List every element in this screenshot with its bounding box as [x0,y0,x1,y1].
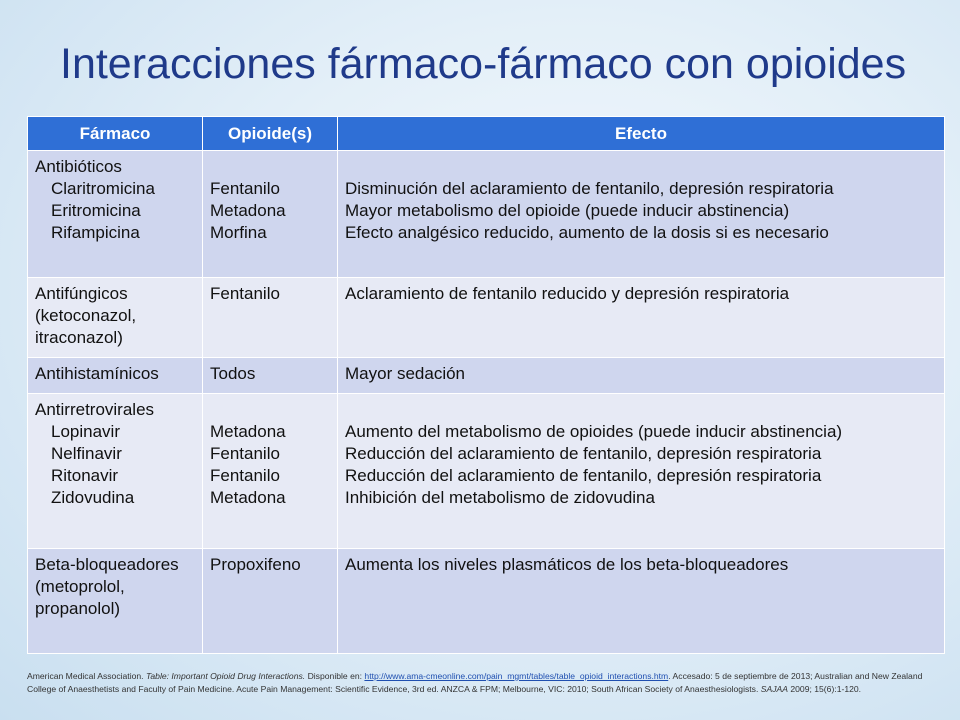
table-row [28,358,945,394]
reference-journal: SAJAA [760,684,788,694]
reference-author: American Medical Association. [27,671,144,681]
reference-details: . Accesado: 5 de septiembre de 2013; Australian and New Zealand College of Anaesthetists and Faculty of Pain Medicine. Acute Pain Management: Scientific Evidence, 3rd ed. ANZCA & FPM; Melbourne, VIC: 2010; South African Society of Anaesthesiologists. [27,671,923,694]
opioid-cell [203,278,338,358]
opioid-name: Metadona [210,488,286,507]
effect-cell [338,358,945,394]
drug-group: Beta-bloqueadores (metoprolol, propanolol) [35,555,179,618]
opioid-cell [203,151,338,278]
effect-text: Aumento del metabolismo de opioides (puede inducir abstinencia) [345,422,843,441]
opioid-name: Propoxifeno [210,555,301,574]
drug-group: Antifúngicos (ketoconazol, itraconazol) [35,284,137,347]
drug-cell [28,278,203,358]
opioid-name: Metadona [210,201,286,220]
opioid-cell [203,394,338,549]
page-title: Interacciones fármaco-fármaco con opioides [60,40,907,88]
table-row [28,151,945,278]
opioid-cell [203,549,338,654]
table-row [28,549,945,654]
drug-cell [28,358,203,394]
effect-text: Aumenta los niveles plasmáticos de los beta-bloqueadores [345,555,789,574]
table-row [28,394,945,549]
effect-cell [338,278,945,358]
drug-group: Antirretrovirales [35,400,155,419]
effect-text: Mayor metabolismo del opioide (puede inducir abstinencia) [345,201,790,220]
drug-group: Antibióticos [35,157,122,176]
reference-available: Disponible en: [307,671,363,681]
effect-text: Aclaramiento de fentanilo reducido y depresión respiratoria [345,284,790,303]
opioid-name: Fentanilo [210,179,280,198]
effect-text: Mayor sedación [345,364,466,383]
opioid-name: Todos [210,364,256,383]
header-farmaco: Fármaco [28,117,203,151]
opioid-name: Fentanilo [210,284,280,303]
drug-name: Lopinavir [51,422,120,441]
drug-name: Eritromicina [51,201,141,220]
table-header-row [28,117,945,151]
table-row [28,278,945,358]
drug-name: Ritonavir [51,466,119,485]
drug-cell [28,549,203,654]
effect-text: Reducción del aclaramiento de fentanilo, depresión respiratoria [345,444,822,463]
reference-volume: 2009; 15(6):1-120. [790,684,862,694]
opioid-name: Morfina [210,223,267,242]
reference-table-title: Table: Important Opioid Drug Interactions. [145,671,306,681]
drug-name: Claritromicina [51,179,155,198]
opioid-name: Metadona [210,422,286,441]
effect-text: Efecto analgésico reducido, aumento de la dosis si es necesario [345,223,829,242]
drug-name: Nelfinavir [51,444,122,463]
effect-cell [338,394,945,549]
effect-text: Inhibición del metabolismo de zidovudina [345,488,655,507]
effect-cell [338,151,945,278]
effect-text: Reducción del aclaramiento de fentanilo, depresión respiratoria [345,466,822,485]
drug-name: Zidovudina [51,488,135,507]
reference-citation [27,670,942,696]
drug-cell [28,151,203,278]
opioid-name: Fentanilo [210,466,280,485]
header-opioides: Opioide(s) [203,117,338,151]
opioid-name: Fentanilo [210,444,280,463]
interactions-table [27,116,945,654]
effect-cell [338,549,945,654]
header-efecto: Efecto [338,117,945,151]
drug-cell [28,394,203,549]
opioid-cell [203,358,338,394]
effect-text: Disminución del aclaramiento de fentanilo, depresión respiratoria [345,179,834,198]
drug-name: Rifampicina [51,223,140,242]
reference-link[interactable]: http://www.ama-cmeonline.com/pain_mgmt/tables/table_opioid_interactions.htm [364,671,669,681]
drug-group: Antihistamínicos [35,364,159,383]
